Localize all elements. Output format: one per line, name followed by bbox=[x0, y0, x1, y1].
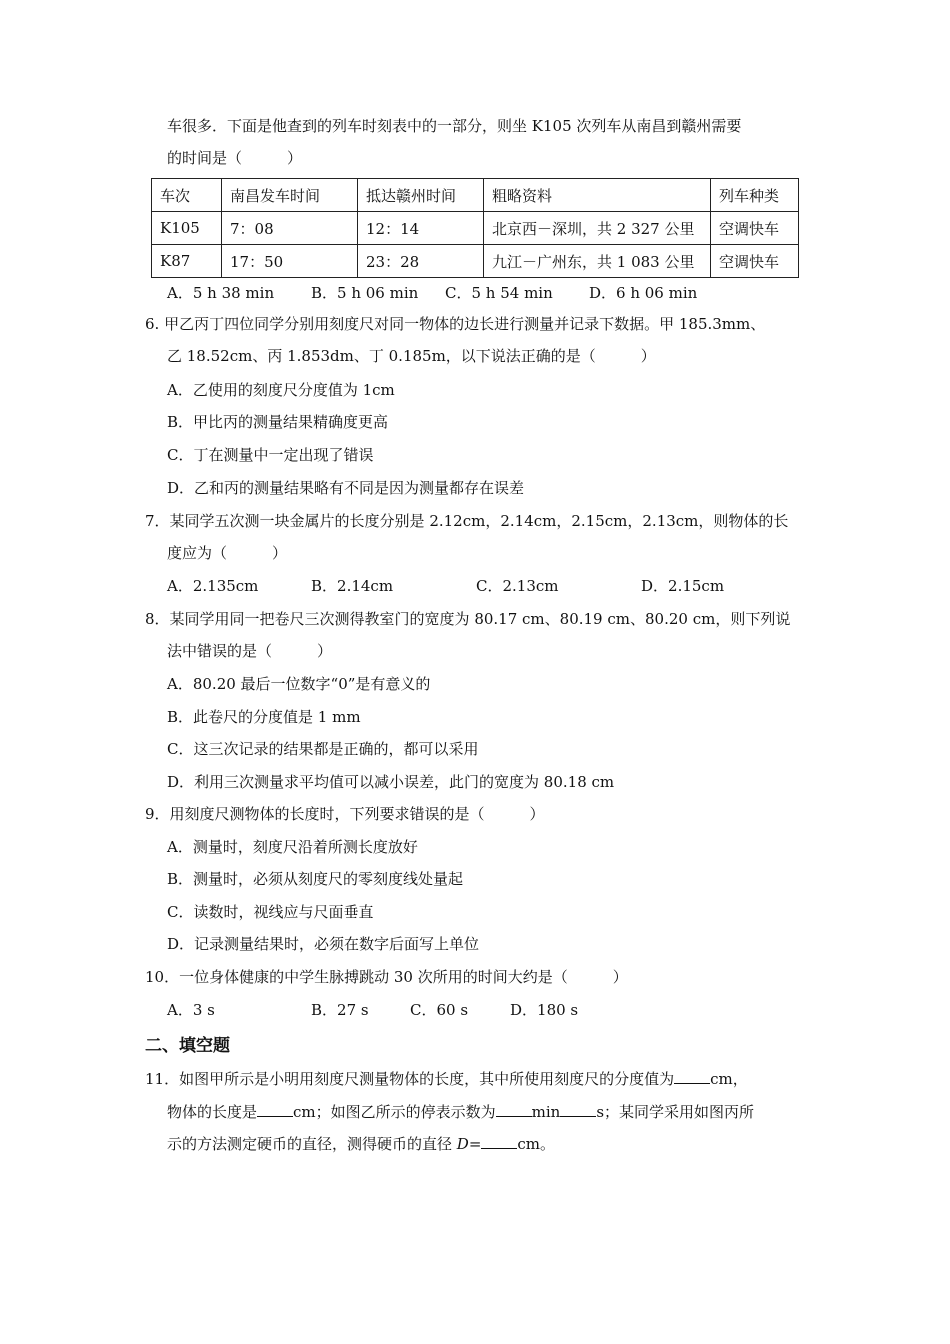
q6-text-line1: 6. 甲乙丙丁四位同学分别用刻度尺对同一物体的边长进行测量并记录下数据。甲 185.3mm、 bbox=[145, 315, 766, 333]
q11-text: cm。 bbox=[517, 1135, 556, 1153]
table-header-cell: 列车种类 bbox=[711, 179, 799, 212]
q8-text-line1: 8．某同学用同一把卷尺三次测得教室门的宽度为 80.17 cm、80.19 cm、80.20 cm，则下列说 bbox=[145, 610, 791, 628]
q11-text-line2 bbox=[167, 1102, 754, 1122]
table-cell: 17：50 bbox=[222, 245, 358, 278]
train-timetable bbox=[151, 178, 799, 278]
q11-variable-d: D bbox=[456, 1135, 469, 1153]
table-cell: 北京西－深圳，共 2 327 公里 bbox=[484, 212, 711, 245]
q8-option-b[interactable]: B．此卷尺的分度值是 1 mm bbox=[167, 708, 361, 726]
q5-option-a[interactable]: A．5 h 38 min bbox=[167, 284, 275, 302]
answer-blank[interactable] bbox=[496, 1102, 532, 1117]
table-cell: 12：14 bbox=[358, 212, 484, 245]
q8-option-c[interactable]: C．这三次记录的结果都是正确的，都可以采用 bbox=[167, 740, 479, 758]
answer-blank[interactable] bbox=[481, 1134, 517, 1149]
q7-text-line1: 7．某同学五次测一块金属片的长度分别是 2.12cm，2.14cm，2.15cm，2.13cm，则物体的长 bbox=[145, 512, 789, 530]
q6-option-d[interactable]: D．乙和丙的测量结果略有不同是因为测量都存在误差 bbox=[167, 479, 525, 497]
q5-text-line1: 车很多．下面是他查到的列车时刻表中的一部分，则坐 K105 次列车从南昌到赣州需要 bbox=[167, 117, 742, 135]
q11-text: 11．如图甲所示是小明用刻度尺测量物体的长度，其中所使用刻度尺的分度值为 bbox=[145, 1070, 675, 1088]
table-cell: K87 bbox=[152, 245, 222, 278]
table-cell: 九江－广州东，共 1 083 公里 bbox=[484, 245, 711, 278]
table-row bbox=[152, 245, 799, 278]
q5-option-d[interactable]: D．6 h 06 min bbox=[589, 284, 698, 302]
table-header-cell: 南昌发车时间 bbox=[222, 179, 358, 212]
q9-text-line1: 9．用刻度尺测物体的长度时，下列要求错误的是（ ） bbox=[145, 805, 545, 823]
q5-option-c[interactable]: C．5 h 54 min bbox=[445, 284, 553, 302]
q10-option-c[interactable]: C．60 s bbox=[410, 1001, 469, 1019]
answer-blank[interactable] bbox=[674, 1069, 710, 1084]
q10-text-line1: 10．一位身体健康的中学生脉搏跳动 30 次所用的时间大约是（ ） bbox=[145, 968, 628, 986]
q6-option-b[interactable]: B．甲比丙的测量结果精确度更高 bbox=[167, 413, 389, 431]
q7-option-d[interactable]: D．2.15cm bbox=[641, 577, 725, 595]
answer-blank[interactable] bbox=[560, 1102, 596, 1117]
table-cell: 7：08 bbox=[222, 212, 358, 245]
q10-option-d[interactable]: D．180 s bbox=[510, 1001, 579, 1019]
q11-text-line3 bbox=[167, 1134, 555, 1154]
table-header-cell: 车次 bbox=[152, 179, 222, 212]
q11-text: s；某同学采用如图丙所 bbox=[596, 1103, 755, 1121]
q6-option-a[interactable]: A．乙使用的刻度尺分度值为 1cm bbox=[167, 381, 395, 399]
q7-text-line2: 度应为（ ） bbox=[167, 544, 288, 562]
q9-option-d[interactable]: D．记录测量结果时，必须在数字后面写上单位 bbox=[167, 935, 480, 953]
table-cell: 空调快车 bbox=[711, 212, 799, 245]
q10-option-a[interactable]: A．3 s bbox=[167, 1001, 215, 1019]
table-row bbox=[152, 212, 799, 245]
section-heading-fill-in: 二、填空题 bbox=[145, 1036, 230, 1056]
q5-text-line2: 的时间是（ ） bbox=[167, 149, 303, 167]
q8-option-d[interactable]: D．利用三次测量求平均值可以减小误差，此门的宽度为 80.18 cm bbox=[167, 773, 615, 791]
q10-option-b[interactable]: B．27 s bbox=[311, 1001, 369, 1019]
table-header-cell: 粗略资料 bbox=[484, 179, 711, 212]
q6-text-line2: 乙 18.52cm、丙 1.853dm、丁 0.185m，以下说法正确的是（ ） bbox=[167, 347, 656, 365]
q7-option-b[interactable]: B．2.14cm bbox=[311, 577, 394, 595]
q7-option-a[interactable]: A．2.135cm bbox=[167, 577, 259, 595]
answer-blank[interactable] bbox=[257, 1102, 293, 1117]
q7-option-c[interactable]: C．2.13cm bbox=[476, 577, 559, 595]
q9-option-a[interactable]: A．测量时，刻度尺沿着所测长度放好 bbox=[167, 838, 418, 856]
q11-text: 物体的长度是 bbox=[167, 1103, 258, 1121]
table-cell: 空调快车 bbox=[711, 245, 799, 278]
q9-option-c[interactable]: C．读数时，视线应与尺面垂直 bbox=[167, 903, 374, 921]
q6-option-c[interactable]: C．丁在测量中一定出现了错误 bbox=[167, 446, 374, 464]
q11-text: cm；如图乙所示的停表示数为 bbox=[293, 1103, 496, 1121]
q11-text: 示的方法测定硬币的直径，测得硬币的直径 bbox=[167, 1135, 457, 1153]
q8-option-a[interactable]: A．80.20 最后一位数字“0”是有意义的 bbox=[167, 675, 431, 693]
table-cell: 23：28 bbox=[358, 245, 484, 278]
q11-text-line1 bbox=[145, 1069, 748, 1089]
q11-text: min bbox=[531, 1103, 561, 1121]
table-header-cell: 抵达赣州时间 bbox=[358, 179, 484, 212]
q11-text: cm， bbox=[710, 1070, 748, 1088]
table-cell: K105 bbox=[152, 212, 222, 245]
q11-text: = bbox=[468, 1135, 482, 1153]
q9-option-b[interactable]: B．测量时，必须从刻度尺的零刻度线处量起 bbox=[167, 870, 464, 888]
q8-text-line2: 法中错误的是（ ） bbox=[167, 642, 333, 660]
table-header-row bbox=[152, 179, 799, 212]
q5-option-b[interactable]: B．5 h 06 min bbox=[311, 284, 419, 302]
